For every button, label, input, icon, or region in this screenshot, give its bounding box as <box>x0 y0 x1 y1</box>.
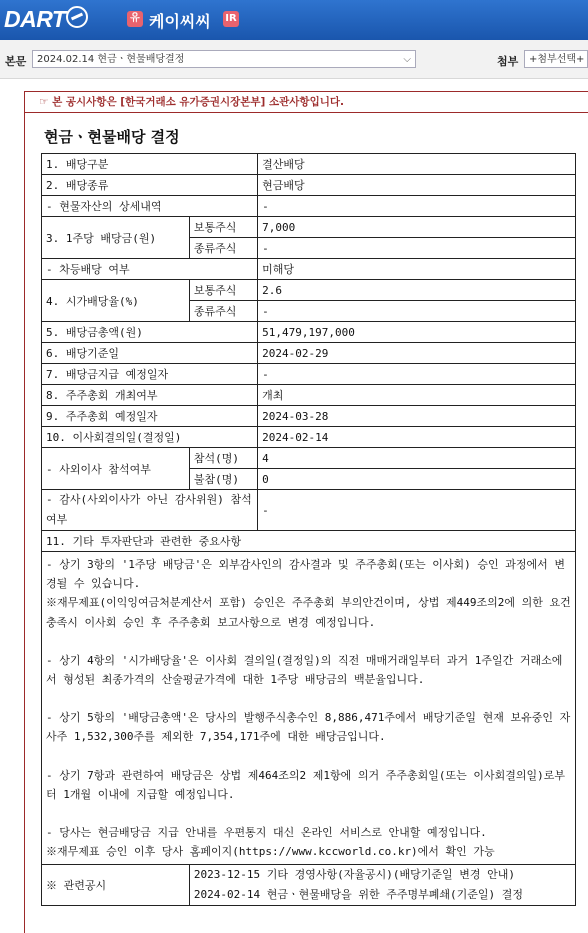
document-toolbar <box>0 40 588 79</box>
table-row <box>42 552 576 865</box>
table-row <box>42 196 576 217</box>
row-value: 2024-02-14 <box>258 427 576 448</box>
row-value: 현금배당 <box>258 175 576 196</box>
note-paragraph: - 상기 5항의 '배당금총액'은 당사의 발행주식총수인 8,886,471주에서 배당기준일 현재 보유중인 자사주 1,532,300주를 제외한 7,354,171주에 대한 배당금입니다. <box>46 711 571 744</box>
row-value: 7,000 <box>258 217 576 238</box>
row-value: - <box>258 490 576 531</box>
row-label: - 현물자산의 상세내역 <box>42 196 258 217</box>
note-paragraph: ※재무제표(이익잉여금처분계산서 포함) 승인은 주주총회 부의안건이며, 상법 제449조의2에 의한 요건 충족시 이사회 승인 후 주주총회 보고사항으로 변경 예정입니다. <box>46 596 571 629</box>
main-label: 본문 <box>5 55 27 68</box>
table-row <box>42 385 576 406</box>
attach-label: 첨부 <box>497 55 519 68</box>
sub-label: 참석(명) <box>189 448 257 469</box>
table-row <box>42 490 576 531</box>
row-label: 9. 주주총회 예정일자 <box>42 406 258 427</box>
note-paragraph: - 상기 7항과 관련하여 배당금은 상법 제464조의2 제1항에 의거 주주총회일(또는 이사회결의일)로부터 1개월 이내에 지급할 예정입니다. <box>46 768 565 801</box>
row-label: 6. 배당기준일 <box>42 343 258 364</box>
row-value: 51,479,197,000 <box>258 322 576 343</box>
related-label: ※ 관련공시 <box>42 865 190 906</box>
row-label: 1. 배당구분 <box>42 154 258 175</box>
row-label: 4. 시가배당율(%) <box>42 280 190 322</box>
table-row <box>42 343 576 364</box>
sub-label: 종류주식 <box>189 301 257 322</box>
row-value: 0 <box>258 469 576 490</box>
dart-logo[interactable] <box>4 6 88 33</box>
row-label: 3. 1주당 배당금(원) <box>42 217 190 259</box>
row-label: - 차등배당 여부 <box>42 259 258 280</box>
row-label: - 사외이사 참석여부 <box>42 448 190 490</box>
row-value: - <box>258 238 576 259</box>
row-label: 7. 배당금지급 예정일자 <box>42 364 258 385</box>
table-row <box>42 427 576 448</box>
notes-cell <box>42 552 576 865</box>
row-value: 결산배당 <box>258 154 576 175</box>
note-paragraph: - 당사는 현금배당금 지급 안내를 우편통지 대신 온라인 서비스로 안내할 예정입니다. <box>46 826 487 840</box>
table-row <box>42 217 576 238</box>
row-label: 5. 배당금총액(원) <box>42 322 258 343</box>
row-value: 미해당 <box>258 259 576 280</box>
row-value: - <box>258 364 576 385</box>
table-row <box>42 259 576 280</box>
note-paragraph: ※재무제표 승인 이후 당사 홈페이지(https://www.kccworld.co.kr)에서 확인 가능 <box>46 845 495 859</box>
row-value: 2024-03-28 <box>258 406 576 427</box>
jurisdiction-notice: ☞ 본 공시사항은 [한국거래소 유가증권시장본부] 소관사항입니다. <box>24 91 588 113</box>
table-row <box>42 865 576 906</box>
table-row <box>42 280 576 301</box>
company-name[interactable]: 케이씨씨 <box>149 12 211 31</box>
market-badge: 유 <box>127 11 143 27</box>
table-row <box>42 531 576 552</box>
related-link[interactable]: 2023-12-15 기타 경영사항(자율공시)(배당기준일 변경 안내) <box>193 868 516 882</box>
sub-label: 보통주식 <box>189 280 257 301</box>
chevron-down-icon: ⌵ <box>403 54 411 65</box>
table-row <box>42 448 576 469</box>
attachment-select[interactable] <box>524 50 588 68</box>
related-cell <box>189 865 575 906</box>
table-row <box>42 364 576 385</box>
disclosure-table <box>41 153 576 906</box>
header-bar <box>0 0 588 40</box>
table-row <box>42 154 576 175</box>
section-label: 11. 기타 투자판단과 관련한 중요사항 <box>42 531 576 552</box>
row-value: - <box>258 196 576 217</box>
main-document-select[interactable] <box>32 50 416 68</box>
ir-badge[interactable]: IR <box>223 11 239 27</box>
note-paragraph: - 상기 3항의 '1주당 배당금'은 외부감사인의 감사결과 및 주주총회(또는 이사회) 승인 과정에서 변경될 수 있습니다. <box>46 558 565 591</box>
table-row <box>42 406 576 427</box>
sub-label: 보통주식 <box>189 217 257 238</box>
logo-text: DART <box>4 6 66 32</box>
row-label: 8. 주주총회 개최여부 <box>42 385 258 406</box>
row-value: 2024-02-29 <box>258 343 576 364</box>
row-value: - <box>258 301 576 322</box>
row-value: 2.6 <box>258 280 576 301</box>
row-label: 10. 이사회결의일(결정일) <box>42 427 258 448</box>
related-link[interactable]: 2024-02-14 현금ㆍ현물배당을 위한 주주명부폐쇄(기준일) 결정 <box>193 888 524 902</box>
row-value: 개최 <box>258 385 576 406</box>
note-paragraph: - 상기 4항의 '시가배당율'은 이사회 결의일(결정일)의 직전 매매거래일부터 과거 1주일간 거래소에서 형성된 최종가격의 산술평균가격에 대한 1주당 배당금의 백분율입니다. <box>46 653 563 687</box>
sub-label: 불참(명) <box>189 469 257 490</box>
globe-icon <box>66 6 88 28</box>
document-title: 현금ㆍ현물배당 결정 <box>44 128 180 146</box>
row-value: 4 <box>258 448 576 469</box>
row-label: - 감사(사외이사가 아닌 감사위원) 참석여부 <box>42 490 258 531</box>
sub-label: 종류주식 <box>189 238 257 259</box>
table-row <box>42 322 576 343</box>
table-row <box>42 175 576 196</box>
main-select-value: 2024.02.14 현금ㆍ현물배당결정 <box>37 54 185 65</box>
row-label: 2. 배당종류 <box>42 175 258 196</box>
attach-select-value: +첨부선택+ <box>529 54 585 65</box>
